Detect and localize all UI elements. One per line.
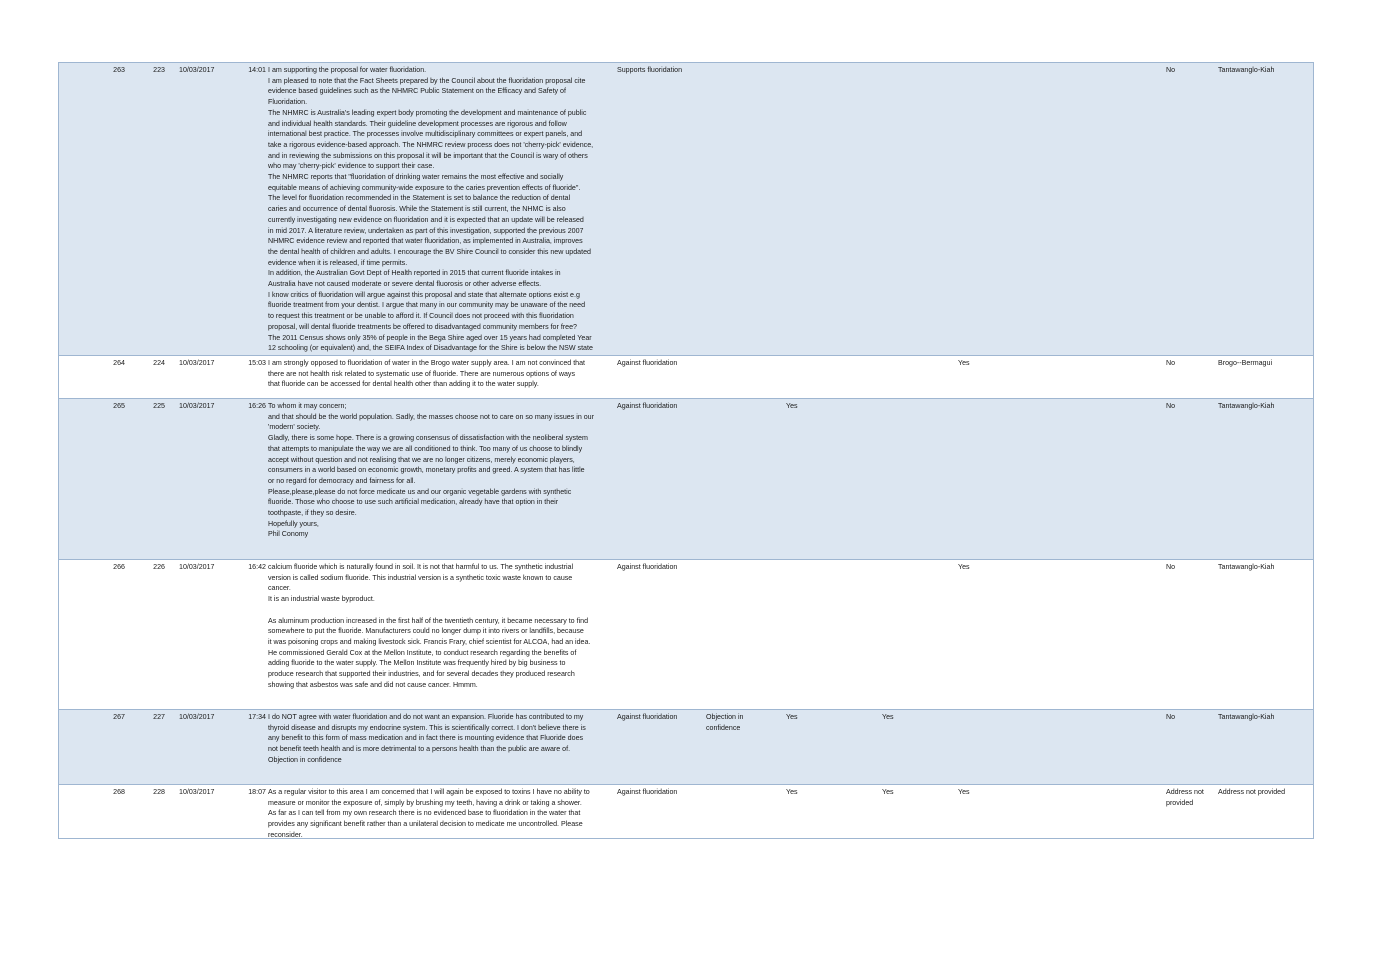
flag-cell-1: Yes [786,402,798,410]
submission-text-line: Objection in confidence [268,755,342,764]
table-row [59,560,1313,710]
submission-text-line: reconsider. [268,830,303,838]
submission-text-line: cancer. [268,584,291,593]
submission-text-line: equitable means of achieving community-wide exposure to the caries prevention effects of fluoride". [268,183,581,192]
submission-text-line: who may 'cherry-pick' evidence to support their case. [268,162,435,171]
submission-text-line: accept without question and not realising that we are no longer citizens, merely economic players, [268,455,575,464]
submission-text-line: measure or monitor the exposure of, simply by brushing my teeth, having a drink or taking a shower. [268,798,582,807]
submission-text-line: The NHMRC is Australia's leading expert body promoting the development and maintenance of public [268,108,587,117]
submission-text-line: that attempts to manipulate the way we are all conditioned to think. Too many of us choose to blindly [268,444,583,453]
submission-text-line: fluoride. Those who choose to use such artificial medication, already have that option in their [268,498,559,507]
submission-text-line: Australia have not caused moderate or severe dental fluorosis or other adverse effects. [268,280,542,289]
submission-number: 266 [113,563,125,571]
submission-text-line: consumers in a world based on economic growth, monetary profits and greed. A system that has little [268,466,585,475]
submission-text [268,401,614,540]
confidential-cell: Objection in confidence [706,713,744,732]
submission-text-line: and that should be the world population. Sadly, the masses choose not to care on so many issues in our [268,412,594,421]
submission-text-line: It is an industrial waste byproduct. [268,595,375,604]
submission-number: 265 [113,402,125,410]
submission-text [268,562,614,690]
locality-cell: Tantawanglo-Kiah [1218,713,1275,721]
table-row [59,710,1313,785]
locality-cell: Tantawanglo-Kiah [1218,66,1275,74]
submission-text-line: I do NOT agree with water fluoridation and do not want an expansion. Fluoride has contributed to my [268,713,584,721]
table-row [59,785,1313,838]
submission-text [268,712,614,766]
submission-text-line: I am strongly opposed to fluoridation of water in the Brogo water supply area. I am not convinced that [268,359,586,367]
time-cell: 17:34 [248,713,266,721]
submission-text [268,787,614,838]
table-row [59,63,1313,356]
submission-text-line: and in reviewing the submissions on this proposal it will be important that the Council is wary of others [268,151,588,160]
flag-cell-3: Yes [958,788,970,796]
submission-text-line: produce research that supported their industries, and for several decades they produced research [268,670,575,679]
flag-cell-1: Yes [786,713,798,721]
position-cell: Against fluoridation [617,359,678,367]
submission-text-line: calcium fluoride which is naturally found in soil. It is not that harmful to us. The synthetic industrial [268,563,574,571]
address-provided-cell: No [1166,66,1176,74]
reference-number: 223 [153,66,165,74]
submission-text-line: caries and occurrence of dental fluorosis. While the Statement is still current, the NHMC is also [268,205,566,214]
locality-cell: Tantawanglo-Kiah [1218,402,1275,410]
submissions-table [58,62,1314,839]
locality-cell: Brogo--Bermagui [1218,359,1273,367]
date-cell: 10/03/2017 [179,402,215,410]
submission-text-line: 12 schooling (or equivalent) and, the SEIFA Index of Disadvantage for the Shire is below the NSW state [268,344,593,353]
position-cell: Against fluoridation [617,563,678,571]
submission-text-line: any benefit to this form of mass medication and in fact there is mounting evidence that Fluoride does [268,734,584,743]
date-cell: 10/03/2017 [179,359,215,367]
position-cell: Against fluoridation [617,402,678,410]
reference-number: 225 [153,402,165,410]
submission-text-line: NHMRC evidence review and reported that water fluoridation, as implemented in Australia, improves [268,237,583,246]
address-provided-cell: No [1166,359,1176,367]
time-cell: 15:03 [248,359,266,367]
submission-text-line: there are not health risk related to systematic use of fluoride. There are numerous options of ways [268,369,576,378]
submission-text-line: Hopefully yours, [268,519,319,528]
table-row [59,356,1313,399]
submission-text-line: As far as I can tell from my own research there is no evidenced base to fluoridation in the water that [268,809,581,818]
submission-text [268,358,614,390]
submission-text-line: to request this treatment or be unable to afford it. If Council does not proceed with this fluoridation [268,312,574,321]
submission-text-line: evidence when it is released, if time permits. [268,258,408,267]
date-cell: 10/03/2017 [179,788,215,796]
submission-text-line: He commissioned Gerald Cox at the Mellon Institute, to conduct research regarding the benefits of [268,648,577,657]
submission-text-line: it was poisoning crops and making livestock sick. Francis Frary, chief scientist for ALCOA, had an idea. [268,637,591,646]
submission-text-line: I am pleased to note that the Fact Sheets prepared by the Council about the fluoridation proposal cite [268,76,586,85]
submission-text-line: version is called sodium fluoride. This industrial version is a synthetic toxic waste known to cause [268,573,573,582]
submission-text-line: To whom it may concern; [268,402,347,410]
submission-text-line: not benefit teeth health and is more detrimental to a persons health than the public are aware of. [268,745,571,754]
time-cell: 16:26 [248,402,266,410]
address-provided-cell: No [1166,563,1176,571]
submission-number: 268 [113,788,125,796]
time-cell: 16:42 [248,563,266,571]
table-row [59,399,1313,560]
submission-text-line: In addition, the Australian Govt Dept of Health reported in 2015 that current fluoride intakes in [268,269,561,278]
flag-cell-3: Yes [958,359,970,367]
submission-text-line: currently investigating new evidence on fluoridation and it is expected that an update will be released [268,215,584,224]
submission-text-line [268,605,614,616]
address-provided-cell: No [1166,713,1176,721]
submission-text-line: Gladly, there is some hope. There is a growing consensus of dissatisfaction with the neoliberal system [268,434,588,443]
submission-number: 267 [113,713,125,721]
submission-text-line: Phil Conomy [268,530,309,539]
address-provided-cell: Address not provided [1166,788,1204,807]
submission-text-line: I am supporting the proposal for water fluoridation. [268,66,427,74]
submission-text-line: Fluoridation. [268,98,308,107]
submission-text-line: somewhere to put the fluoride. Manufacturers could no longer dump it into rivers or landfills, because [268,627,584,636]
reference-number: 224 [153,359,165,367]
flag-cell-2: Yes [882,713,894,721]
submission-text-line: As a regular visitor to this area I am concerned that I will again be exposed to toxins I have no ability to [268,788,590,796]
submission-text-line: international best practice. The processes involve multidisciplinary committees or expert panels, and [268,130,583,139]
submission-text-line: The NHMRC reports that "fluoridation of drinking water remains the most effective and socially [268,173,564,182]
submission-text-line: that fluoride can be accessed for dental health other than adding it to the water supply. [268,380,539,389]
position-cell: Against fluoridation [617,713,678,721]
address-provided-cell: No [1166,402,1176,410]
submission-text-line: proposal, will dental fluoride treatments be offered to disadvantaged community members for free? [268,322,578,331]
date-cell: 10/03/2017 [179,563,215,571]
submission-number: 264 [113,359,125,367]
submission-text-line: and individual health standards. Their guideline development processes are rigorous and follow [268,119,567,128]
reference-number: 227 [153,713,165,721]
submission-number: 263 [113,66,125,74]
submission-text-line: evidence based guidelines such as the NHMRC Public Statement on the Efficacy and Safety of [268,87,566,96]
submission-text-line: Please,please,please do not force medicate us and our organic vegetable gardens with synthetic [268,487,572,496]
flag-cell-3: Yes [958,563,970,571]
submission-text-line: The level for fluoridation recommended in the Statement is set to balance the reduction of dental [268,194,571,203]
time-cell: 14:01 [248,66,266,74]
locality-cell: Address not provided [1218,788,1286,796]
submission-text-line: showing that asbestos was safe and did not cause cancer. Hmmm. [268,680,478,689]
submission-text-line: I know critics of fluoridation will argue against this proposal and state that alternate options exist e.g [268,290,580,299]
locality-cell: Tantawanglo-Kiah [1218,563,1275,571]
reference-number: 226 [153,563,165,571]
submission-text [268,65,614,354]
time-cell: 18:07 [248,788,266,796]
submission-text-line: thyroid disease and disrupts my endocrine system. This is scientifically correct. I don't believe there is [268,723,586,732]
submission-text-line: fluoride treatment from your dentist. I argue that many in our community may be unaware of the need [268,301,586,310]
reference-number: 228 [153,788,165,796]
submission-text-line: 'modern' society. [268,423,321,432]
submission-text-line: in mid 2017. A literature review, undertaken as part of this investigation, supported the previous 2007 [268,226,584,235]
position-cell: Against fluoridation [617,788,678,796]
flag-cell-1: Yes [786,788,798,796]
date-cell: 10/03/2017 [179,66,215,74]
submission-text-line: adding fluoride to the water supply. The Mellon Institute was frequently hired by big business to [268,659,566,668]
submission-text-line: take a rigorous evidence-based approach. The NHMRC review process does not 'cherry-pick' evidence, [268,140,594,149]
submission-text-line: or no regard for democracy and fairness for all. [268,476,416,485]
flag-cell-2: Yes [882,788,894,796]
submission-text-line: As aluminum production increased in the first half of the twentieth century, it became necessary to find [268,616,589,625]
submission-text-line: the dental health of children and adults. I encourage the BV Shire Council to consider this new updated [268,247,591,256]
date-cell: 10/03/2017 [179,713,215,721]
submission-text-line: provides any significant benefit rather than a unilateral decision to medicate me uncontrolled. Please [268,820,583,829]
submission-text-line: toothpaste, if they so desire. [268,509,357,518]
submission-text-line: The 2011 Census shows only 35% of people in the Bega Shire aged over 15 years had completed Year [268,333,592,342]
position-cell: Supports fluoridation [617,66,683,74]
